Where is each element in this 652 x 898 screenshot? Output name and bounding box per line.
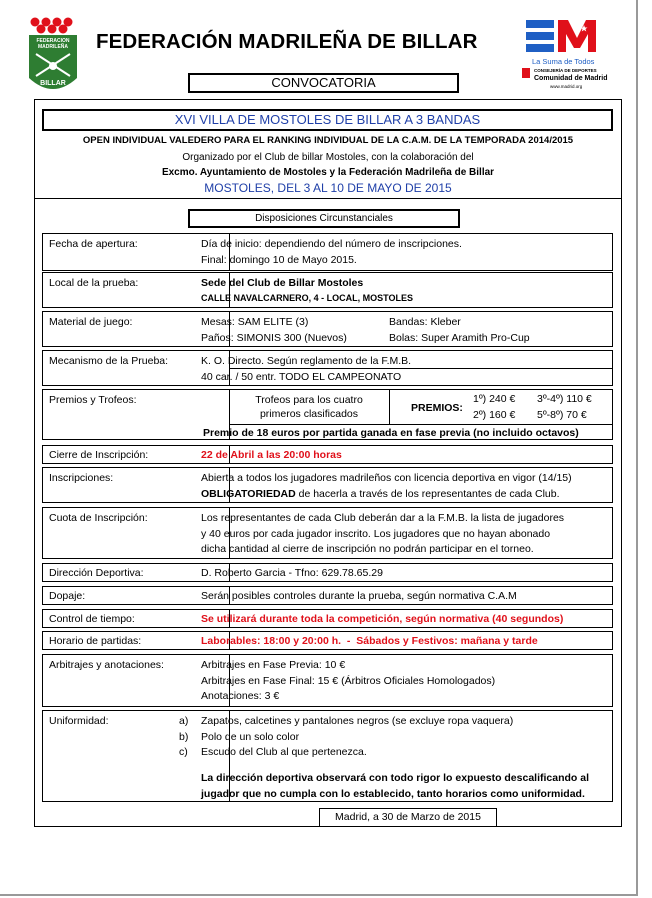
fmb-logo <box>26 16 80 100</box>
fecha-line-2: Final: domingo 10 de Mayo 2015. <box>201 254 357 266</box>
dopaje-label: Dopaje: <box>49 590 86 602</box>
premios-label: Premios y Trofeos: <box>49 394 137 406</box>
material-bolas: Bolas: Super Aramith Pro-Cup <box>389 332 530 344</box>
row-material <box>42 311 613 347</box>
row-horario <box>42 631 613 650</box>
event-title-box <box>42 109 613 131</box>
control-label: Control de tiempo: <box>49 613 135 625</box>
disposiciones-box <box>188 209 460 228</box>
cam-logo-icon <box>526 18 610 58</box>
local-label: Local de la prueba: <box>49 277 139 289</box>
organized-line-2: Excmo. Ayuntamiento de Mostoles y la Federación Madrileña de Billar <box>161 167 495 178</box>
cam-logo <box>522 18 612 98</box>
row-mecanismo <box>42 350 613 386</box>
inscripciones-line-1: Abierta a todos los jugadores madrileños con licencia deportiva en vigor (14/15) <box>201 472 572 484</box>
material-mesas: Mesas: SAM ELITE (3) <box>201 316 309 328</box>
uniformidad-marker-c: c) <box>179 746 188 758</box>
uniformidad-marker-b: b) <box>179 731 189 743</box>
row-direccion <box>42 563 613 582</box>
row-local <box>42 272 613 308</box>
premio-2: 2º) 160 € <box>473 409 516 421</box>
cuota-line-3: dicha cantidad al cierre de inscripción no podrán participar en el torneo. <box>201 543 534 555</box>
arbitrajes-line-3: Anotaciones: 3 € <box>201 690 280 702</box>
direccion-label: Dirección Deportiva: <box>49 567 144 579</box>
uniformidad-note-2: jugador que no cumpla con lo establecido, tanto horarios como uniformidad. <box>201 788 585 800</box>
premios-inner-h <box>229 424 612 425</box>
mecanismo-divider <box>229 368 612 369</box>
footer-box <box>319 808 497 827</box>
mecanismo-line-2: 40 car. / 50 entr. TODO EL CAMPEONATO <box>201 371 402 383</box>
cam-org: Comunidad de Madrid <box>534 75 608 82</box>
cierre-value: 22 de Abril a las 20:00 horas <box>201 449 342 461</box>
row-arbitrajes <box>42 654 613 707</box>
premio-5-8: 5º-8º) 70 € <box>537 409 587 421</box>
cam-url: www.madrid.org <box>550 84 583 89</box>
event-title: XVI VILLA DE MOSTOLES DE BILLAR A 3 BANDAS <box>174 112 481 127</box>
convocatoria-label: CONVOCATORIA <box>271 75 376 90</box>
material-panos: Paños: SIMONIS 300 (Nuevos) <box>201 332 347 344</box>
row-control <box>42 609 613 628</box>
fmb-logo-icon <box>26 16 80 100</box>
page-title: FEDERACIÓN MADRILEÑA DE BILLAR <box>96 30 478 53</box>
cam-slogan: La Suma de Todos <box>532 57 595 66</box>
row-cierre <box>42 445 613 464</box>
dopaje-value: Serán posibles controles durante la prueba, según normativa C.A.M <box>201 590 517 602</box>
fecha-line-1: Día de inicio: dependiendo del número de inscripciones. <box>201 238 462 250</box>
uniformidad-line-b: Polo de un solo color <box>201 731 300 743</box>
local-line-1: Sede del Club de Billar Mostoles <box>201 277 364 289</box>
arbitrajes-label: Arbitrajes y anotaciones: <box>49 659 164 671</box>
row-inscripciones <box>42 467 613 503</box>
inscripciones-label: Inscripciones: <box>49 472 114 484</box>
footer-date: Madrid, a 30 de Marzo de 2015 <box>335 811 481 823</box>
fecha-label: Fecha de apertura: <box>49 238 138 250</box>
row-dopaje <box>42 586 613 605</box>
material-bandas: Bandas: Kleber <box>389 316 461 328</box>
cierre-label: Cierre de Inscripción: <box>49 449 149 461</box>
uniformidad-note-1: La dirección deportiva observará con todo rigor lo expuesto descalificando al <box>201 772 590 784</box>
inscripciones-line-2-rest: de hacerla a través de los representantes de cada Club. <box>295 488 560 500</box>
mecanismo-line-1: K. O. Directo. Según reglamento de la F.M.B. <box>201 355 412 367</box>
cuota-label: Cuota de Inscripción: <box>49 512 148 524</box>
mecanismo-label: Mecanismo de la Prueba: <box>49 355 169 367</box>
horario-label: Horario de partidas: <box>49 635 142 647</box>
premio-3-4: 3º-4º) 110 € <box>537 393 592 405</box>
control-value: Se utilizará durante toda la competición, según normativa (40 segundos) <box>201 613 564 625</box>
row-uniformidad <box>42 710 613 802</box>
uniformidad-label: Uniformidad: <box>49 715 109 727</box>
header-divider <box>34 198 622 199</box>
fmb-logo-line1: FEDERACION <box>36 38 70 44</box>
inscripciones-line-2 <box>201 488 560 500</box>
premio-1: 1º) 240 € <box>473 393 516 405</box>
trofeos-line-2: primeros clasificados <box>259 408 359 420</box>
row-premios <box>42 389 613 440</box>
row-fecha <box>42 233 613 271</box>
cam-flag-icon <box>522 68 530 78</box>
inscripciones-obligatoriedad: OBLIGATORIEDAD <box>201 488 296 500</box>
disposiciones-label: Disposiciones Circunstanciales <box>255 213 393 224</box>
fmb-logo-line2: MADRILEÑA <box>38 44 68 50</box>
row-cuota <box>42 507 613 559</box>
organized-line-1: Organizado por el Club de billar Mostoles, con la colaboración del <box>182 152 474 163</box>
premios-caption: PREMIOS: <box>411 402 463 414</box>
event-dates: MOSTOLES, DEL 3 AL 10 DE MAYO DE 2015 <box>204 181 452 195</box>
premios-extra: Premio de 18 euros por partida ganada en fase previa (no incluido octavos) <box>203 427 579 439</box>
arbitrajes-line-2: Arbitrajes en Fase Final: 15 € (Árbitros Oficiales Homologados) <box>201 675 496 687</box>
local-line-2: CALLE NAVALCARNERO, 4 - LOCAL, MOSTOLES <box>201 293 414 303</box>
arbitrajes-line-1: Arbitrajes en Fase Previa: 10 € <box>201 659 346 671</box>
premios-inner-v <box>389 390 390 424</box>
direccion-value: D. Roberto Garcia - Tfno: 629.78.65.29 <box>201 567 383 579</box>
cuota-line-2: y 40 euros por cada jugador inscrito. Los jugadores que no hayan abonado <box>201 528 551 540</box>
horario-value: Laborables: 18:00 y 20:00 h. - Sábados y Festivos: mañana y tarde <box>201 635 538 647</box>
uniformidad-marker-a: a) <box>179 715 189 727</box>
material-label: Material de juego: <box>49 316 133 328</box>
uniformidad-line-a: Zapatos, calcetines y pantalones negros (se excluye ropa vaquera) <box>201 715 514 727</box>
uniformidad-line-c: Escudo del Club al que pertenezca. <box>201 746 367 758</box>
convocatoria-box <box>188 73 459 93</box>
fmb-logo-line3: BILLAR <box>40 80 66 87</box>
cam-dept: CONSEJERÍA DE DEPORTES <box>534 68 597 73</box>
trofeos-line-1: Trofeos para los cuatro <box>255 394 363 406</box>
event-subtitle: OPEN INDIVIDUAL VALEDERO PARA EL RANKING INDIVIDUAL DE LA C.A.M. DE LA TEMPORADA 2014/2015 <box>82 135 574 146</box>
cuota-line-1: Los representantes de cada Club deberán dar a la F.M.B. la lista de jugadores <box>201 512 565 524</box>
